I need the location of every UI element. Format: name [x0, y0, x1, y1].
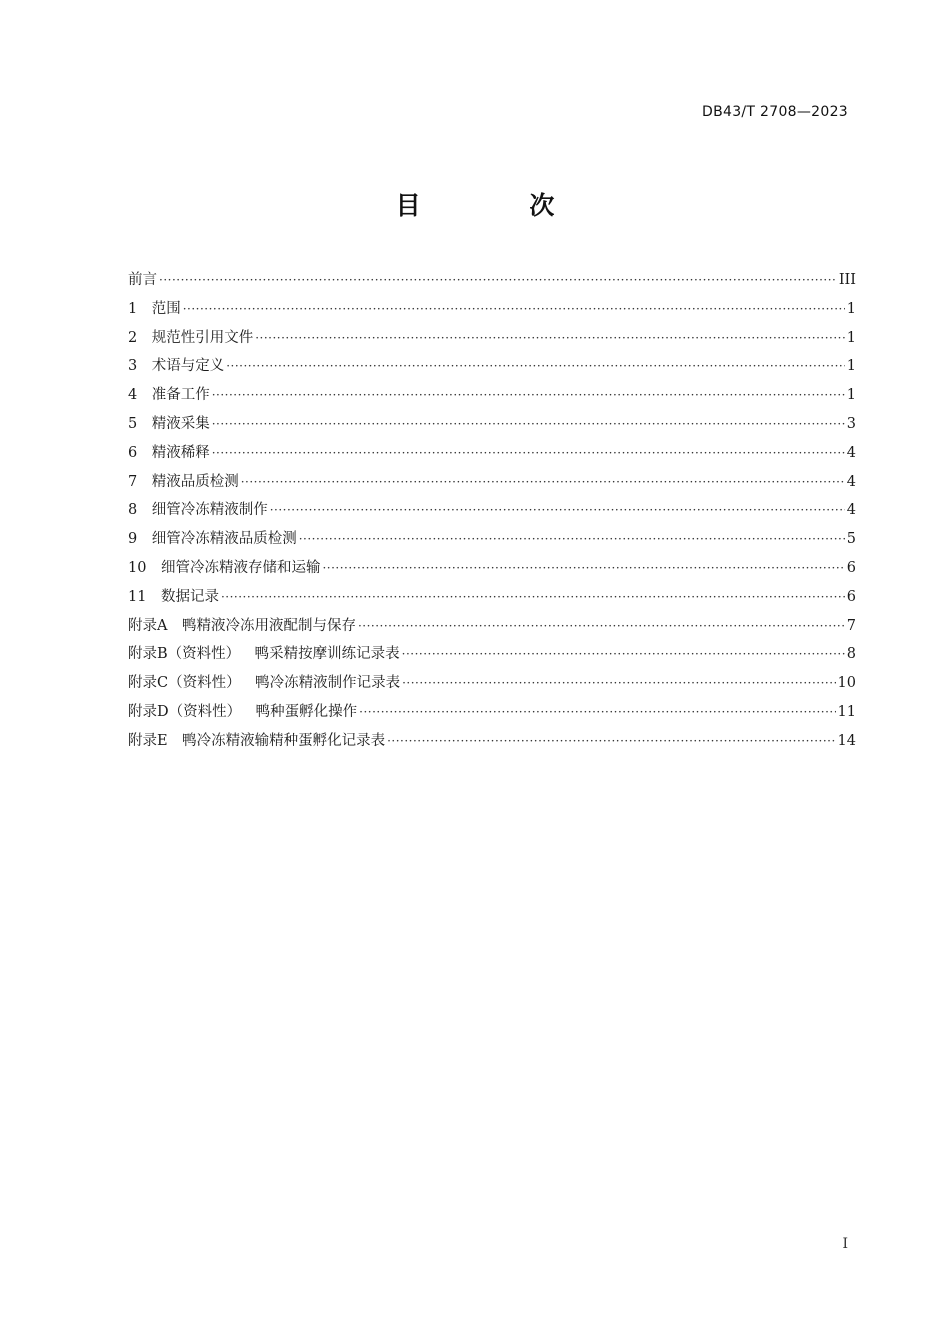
toc-entry-11[interactable]	[128, 583, 856, 612]
toc-entry-appendix-b[interactable]	[128, 640, 856, 669]
toc-dot-leader	[270, 496, 845, 525]
toc-entry-preface[interactable]	[128, 266, 856, 295]
toc-title: 目 次	[395, 191, 605, 220]
toc-entry-label: 附录D（资料性） 鸭种蛋孵化操作	[128, 703, 358, 720]
toc-entry-page: III	[838, 272, 856, 288]
toc-entry-appendix-a[interactable]	[128, 612, 856, 641]
toc-dot-leader	[241, 468, 845, 497]
toc-dot-leader	[402, 669, 835, 698]
toc-entry-appendix-d[interactable]	[128, 698, 856, 727]
page-number: I	[842, 1236, 848, 1252]
toc-dot-leader	[387, 727, 835, 756]
toc-entry-page: 14	[837, 732, 856, 749]
toc-entry-label: 4 准备工作	[128, 387, 210, 404]
toc-dot-leader	[299, 525, 845, 554]
toc-entry-5[interactable]	[128, 410, 856, 439]
toc-entry-page: 6	[846, 559, 856, 576]
table-of-contents	[128, 266, 856, 756]
toc-dot-leader	[402, 640, 845, 669]
toc-dot-leader	[322, 554, 844, 583]
toc-dot-leader	[212, 439, 845, 468]
toc-dot-leader	[226, 352, 845, 381]
toc-entry-label: 9 细管冷冻精液品质检测	[128, 531, 297, 548]
toc-entry-page: 8	[846, 646, 856, 663]
toc-entry-page: 4	[846, 502, 856, 519]
toc-entry-page: 10	[837, 675, 856, 692]
toc-entry-page: 7	[846, 617, 856, 634]
toc-entry-label: 3 术语与定义	[128, 358, 225, 375]
toc-entry-label: 1 范围	[128, 300, 181, 317]
toc-entry-label: 前言	[128, 272, 157, 288]
toc-entry-8[interactable]	[128, 496, 856, 525]
toc-entry-label: 11 数据记录	[128, 588, 219, 605]
toc-dot-leader	[212, 410, 845, 439]
toc-entry-2[interactable]	[128, 324, 856, 353]
toc-dot-leader	[358, 612, 845, 641]
toc-entry-9[interactable]	[128, 525, 856, 554]
toc-entry-appendix-c[interactable]	[128, 669, 856, 698]
toc-entry-label: 10 细管冷冻精液存储和运输	[128, 559, 321, 576]
toc-entry-appendix-e[interactable]	[128, 727, 856, 756]
toc-entry-label: 7 精液品质检测	[128, 473, 239, 490]
toc-entry-label: 8 细管冷冻精液制作	[128, 502, 268, 519]
toc-entry-label: 附录C（资料性） 鸭冷冻精液制作记录表	[128, 675, 401, 692]
toc-entry-4[interactable]	[128, 381, 856, 410]
toc-dot-leader	[159, 266, 837, 295]
toc-entry-page: 3	[846, 415, 856, 432]
toc-dot-leader	[183, 295, 845, 324]
document-code: DB43/T 2708—2023	[702, 104, 848, 120]
toc-entry-6[interactable]	[128, 439, 856, 468]
toc-entry-page: 1	[846, 329, 856, 346]
toc-dot-leader	[359, 698, 835, 727]
toc-dot-leader	[212, 381, 845, 410]
toc-entry-page: 11	[837, 703, 856, 720]
toc-entry-label: 附录E 鸭冷冻精液输精种蛋孵化记录表	[128, 732, 386, 749]
toc-entry-page: 5	[846, 531, 856, 548]
toc-entry-page: 4	[846, 444, 856, 461]
toc-dot-leader	[255, 324, 845, 353]
toc-entry-page: 4	[846, 473, 856, 490]
toc-entry-7[interactable]	[128, 468, 856, 497]
toc-entry-label: 附录A 鸭精液冷冻用液配制与保存	[128, 617, 356, 634]
toc-entry-page: 1	[846, 358, 856, 375]
toc-entry-page: 1	[846, 300, 856, 317]
toc-entry-10[interactable]	[128, 554, 856, 583]
toc-entry-label: 6 精液稀释	[128, 444, 210, 461]
toc-entry-page: 1	[846, 387, 856, 404]
toc-entry-label: 2 规范性引用文件	[128, 329, 254, 346]
toc-entry-label: 5 精液采集	[128, 415, 210, 432]
toc-dot-leader	[221, 583, 845, 612]
toc-entry-label: 附录B（资料性） 鸭采精按摩训练记录表	[128, 646, 400, 663]
toc-entry-page: 6	[846, 588, 856, 605]
toc-entry-3[interactable]	[128, 352, 856, 381]
toc-entry-1[interactable]	[128, 295, 856, 324]
